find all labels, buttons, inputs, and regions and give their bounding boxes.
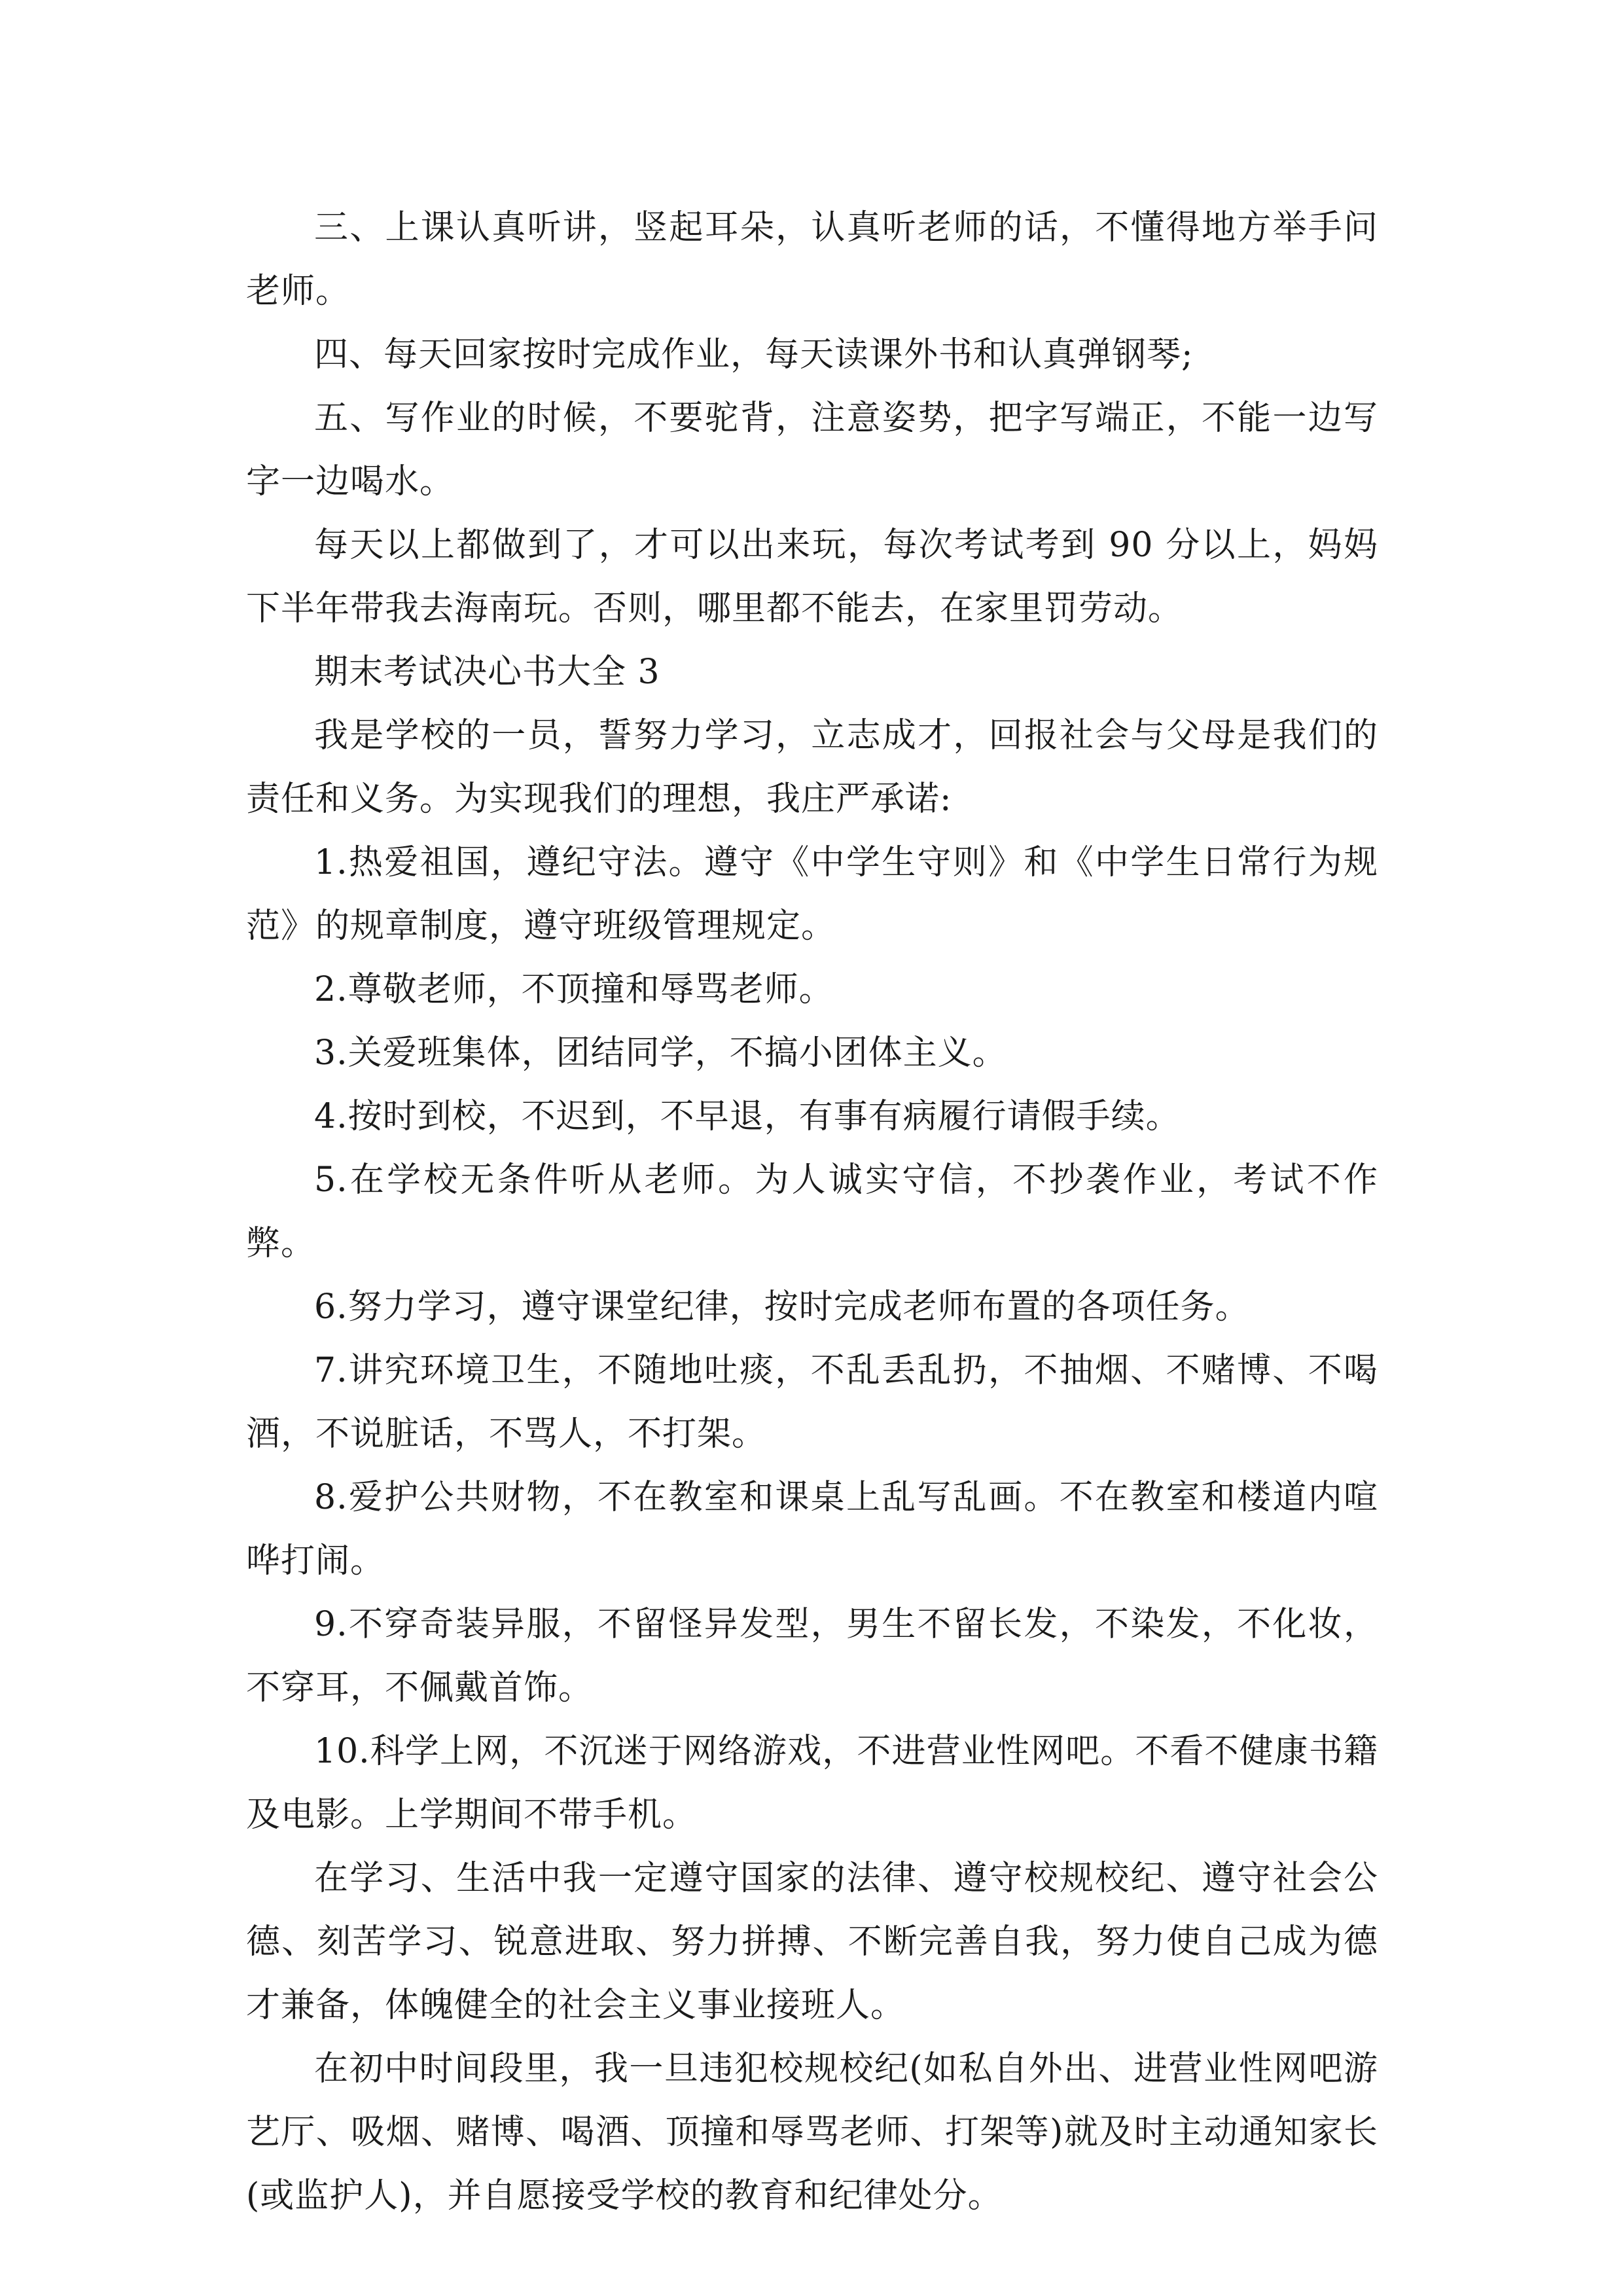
pledge-item-1: 1.热爱祖国，遵纪守法。遵守《中学生守则》和《中学生日常行为规范》的规章制度，遵守班级管理规定。 [246, 843, 1378, 946]
paragraph-intro: 我是学校的一员，誓努力学习，立志成才，回报社会与父母是我们的责任和义务。为实现我们的理想，我庄严承诺: [246, 716, 1378, 819]
paragraph-discipline: 在初中时间段里，我一旦违犯校规校纪(如私自外出、进营业性网吧游艺厅、吸烟、赌博、喝酒、顶撞和辱骂老师、打架等)就及时主动通知家长(或监护人)，并自愿接受学校的教育和纪律处分。 [246, 2049, 1378, 2215]
pledge-item-9: 9.不穿奇装异服，不留怪异发型，男生不留长发，不染发，不化妆，不穿耳，不佩戴首饰。 [246, 1605, 1378, 1708]
pledge-item-10: 10.科学上网，不沉迷于网络游戏，不进营业性网吧。不看不健康书籍及电影。上学期间不带手机。 [246, 1732, 1378, 1835]
document-body [246, 196, 1378, 2228]
paragraph-item-5: 五、写作业的时候，不要驼背，注意姿势，把字写端正，不能一边写字一边喝水。 [246, 399, 1378, 501]
pledge-item-5: 5.在学校无条件听从老师。为人诚实守信，不抄袭作业，考试不作弊。 [246, 1160, 1378, 1263]
pledge-item-4: 4.按时到校，不迟到，不早退，有事有病履行请假手续。 [314, 1097, 1181, 1136]
pledge-item-3: 3.关爱班集体，团结同学，不搞小团体主义。 [314, 1033, 1007, 1073]
paragraph-item-3: 三、上课认真听讲，竖起耳朵，认真听老师的话，不懂得地方举手问老师。 [246, 208, 1378, 311]
pledge-item-2: 2.尊敬老师，不顶撞和辱骂老师。 [314, 970, 834, 1009]
paragraph-reward: 每天以上都做到了，才可以出来玩，每次考试考到 90 分以上，妈妈下半年带我去海南玩。否则，哪里都不能去，在家里罚劳动。 [246, 526, 1378, 628]
pledge-item-7: 7.讲究环境卫生，不随地吐痰，不乱丢乱扔，不抽烟、不赌博、不喝酒，不说脏话，不骂人，不打架。 [246, 1351, 1378, 1454]
paragraph-item-4: 四、每天回家按时完成作业，每天读课外书和认真弹钢琴; [314, 335, 1194, 374]
paragraph-commitment: 在学习、生活中我一定遵守国家的法律、遵守校规校纪、遵守社会公德、刻苦学习、锐意进取、努力拼搏、不断完善自我，努力使自己成为德才兼备，体魄健全的社会主义事业接班人。 [246, 1859, 1378, 2025]
section-heading: 期末考试决心书大全 3 [314, 653, 660, 692]
pledge-item-6: 6.努力学习，遵守课堂纪律，按时完成老师布置的各项任务。 [314, 1287, 1250, 1327]
pledge-item-8: 8.爱护公共财物，不在教室和课桌上乱写乱画。不在教室和楼道内喧哗打闹。 [246, 1478, 1378, 1581]
